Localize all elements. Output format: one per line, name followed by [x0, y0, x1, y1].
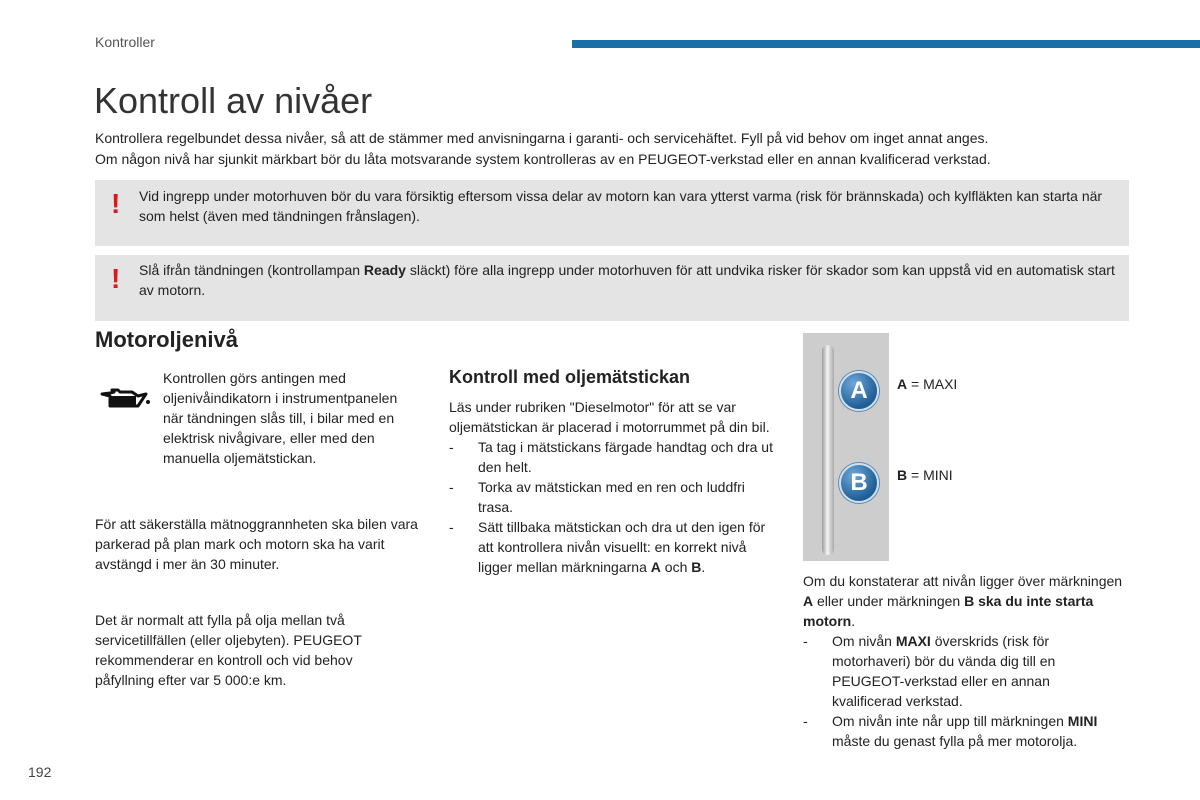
level-intro-bold: B ska du inte starta motorn: [803, 593, 1094, 629]
mark-a-badge: A: [839, 371, 879, 411]
mark-b-badge: B: [839, 463, 879, 503]
warning-icon: !: [111, 188, 121, 219]
oil-level-heading: Motoroljenivå: [95, 327, 239, 352]
mark-b-letter: B: [897, 467, 908, 483]
list-item: [449, 437, 779, 477]
mark-a-text: = MAXI: [907, 376, 958, 392]
step-2: Torka av mätstickan med en ren och luddfri trasa.: [478, 479, 745, 515]
mark-b-text: = MINI: [907, 467, 953, 483]
dipstick-intro: Läs under rubriken "Dieselmotor" för att se var oljemätstickan är placerad i motorrummet på din bil.: [449, 399, 770, 435]
dipstick-illustration: [803, 333, 889, 561]
dash: -: [803, 633, 808, 649]
warning-text-2-pre: Slå ifrån tändningen (kontrollampan: [139, 262, 364, 278]
level-check-section: [803, 571, 1123, 751]
intro-text: [95, 128, 1135, 170]
level-item-1-post: överskrids (risk för motorhaveri) bör du vända dig till en PEUGEOT-verkstad eller en annan kvalificerad verkstad.: [832, 633, 1056, 709]
list-item: [449, 517, 779, 577]
list-item: [803, 631, 1123, 711]
level-item-1-pre: Om nivån: [832, 633, 896, 649]
step-3-mid: och: [660, 559, 692, 575]
intro-line-2: Om någon nivå har sjunkit märkbart bör du låta motsvarande system kontrolleras av en PEUGEOT-verkstad eller en annan kvalificerad verkstad.: [95, 151, 991, 167]
warning-box-2: [95, 255, 1129, 321]
mark-a-label: [897, 376, 957, 392]
mark-b-label: [897, 467, 953, 483]
level-item-2-post: måste du genast fylla på mer motorolja.: [832, 733, 1078, 749]
level-item-1-bold: MAXI: [895, 633, 931, 649]
section-label: Kontroller: [95, 34, 155, 50]
level-item-2-bold: MINI: [1067, 713, 1098, 729]
warning-icon: !: [111, 263, 121, 294]
level-item-2-pre: Om nivån inte når upp till märkningen: [832, 713, 1068, 729]
oil-can-icon: [98, 384, 152, 414]
warning-box-1: [95, 180, 1129, 246]
warning-text-2-post: släckt) före alla ingrepp under motorhuven för att undvika risker för skador som kan uppstå vid en automatisk start av motorn.: [139, 262, 1115, 298]
level-list: [803, 631, 1123, 751]
dipstick-section: [449, 397, 779, 577]
warning-text-2-bold: Ready: [363, 262, 406, 278]
page-number: 192: [28, 764, 52, 780]
dash: -: [803, 713, 808, 729]
list-item: [449, 477, 779, 517]
page-title: Kontroll av nivåer: [94, 80, 373, 121]
dash: -: [449, 439, 454, 455]
dipstick-steps: [449, 437, 779, 577]
step-3-mark-a: A: [650, 559, 661, 575]
dipstick-image: [822, 345, 834, 555]
header-accent-bar: [572, 40, 1200, 48]
step-3: [478, 519, 765, 575]
oil-paragraph-1: Kontrollen görs antingen med oljenivåindikatorn i instrumentpanelen när tändningen slås till, i bilar med en elektrisk nivågivare, eller med den manuella oljemätstickan.: [163, 370, 398, 466]
mark-a-letter: A: [897, 376, 908, 392]
level-intro-a: A: [803, 593, 814, 609]
oil-paragraph-3: Det är normalt att fylla på olja mellan två servicetillfällen (eller oljebyten). PEUGEOT rekommenderar en kontroll och vid behov påfyllning efter var 5 000:e km.: [95, 612, 362, 688]
step-3-mark-b: B: [691, 559, 702, 575]
level-intro-end: .: [851, 613, 856, 629]
dash: -: [449, 519, 454, 535]
dash: -: [449, 479, 454, 495]
step-3-pre: Sätt tillbaka mätstickan och dra ut den igen för att kontrollera nivån visuellt: en korrekt nivå ligger mellan märkningarna: [478, 519, 766, 575]
dipstick-heading: Kontroll med oljemätstickan: [449, 367, 691, 387]
step-3-end: .: [701, 559, 706, 575]
list-item: [803, 711, 1123, 751]
warning-text-1: Vid ingrepp under motorhuven bör du vara försiktig eftersom vissa delar av motorn kan vara ytterst varma (risk för brännskada) och kylfläkten kan starta när som helst (även med tändningen frånslagen).: [139, 188, 1103, 224]
intro-line-1: Kontrollera regelbundet dessa nivåer, så att de stämmer med anvisningarna i garanti- och servicehäftet. Fyll på vid behov om inget annat anges.: [95, 130, 989, 146]
level-intro-mid: eller under märkningen: [813, 593, 965, 609]
level-intro: [803, 571, 1123, 631]
oil-paragraph-2: För att säkerställa mätnoggrannheten ska bilen vara parkerad på plan mark och motorn ska ha varit avstängd i mer än 30 minuter.: [95, 516, 418, 572]
level-intro-pre: Om du konstaterar att nivån ligger över märkningen: [803, 573, 1123, 589]
step-1: Ta tag i mätstickans färgade handtag och dra ut den helt.: [478, 439, 773, 475]
warning-text-2: [139, 260, 1119, 300]
